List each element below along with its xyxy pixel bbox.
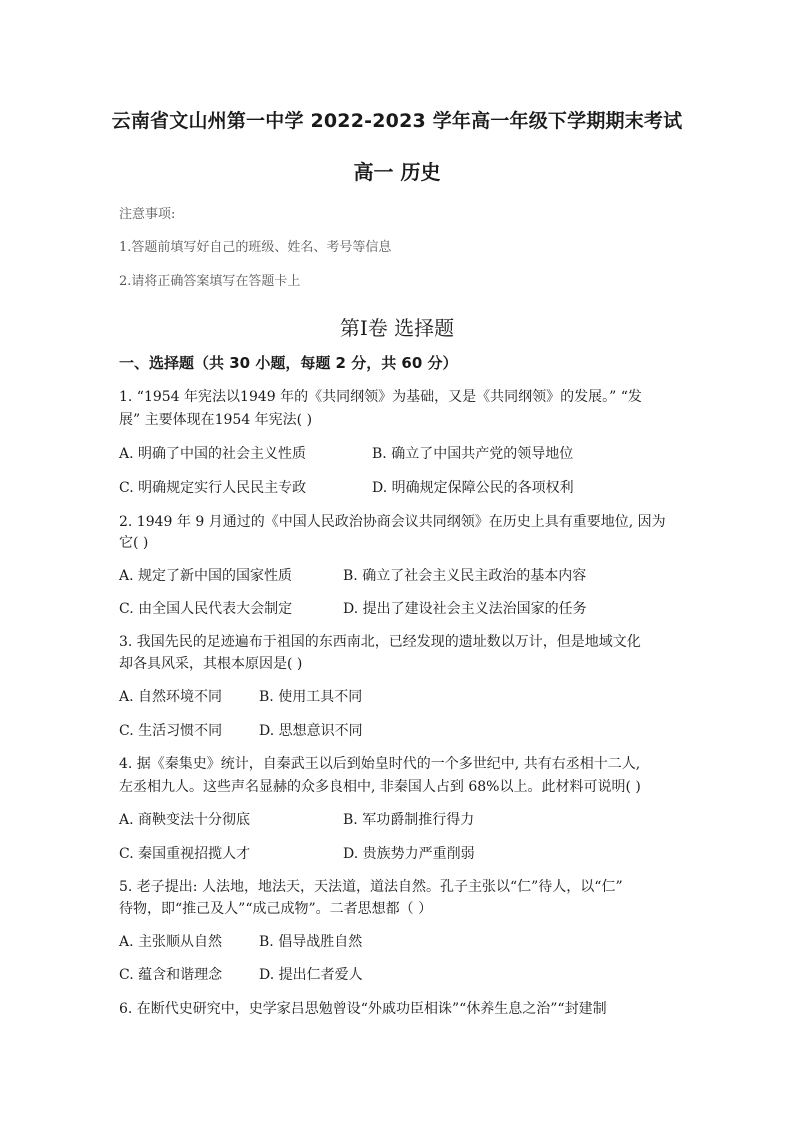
question-2-option-c: C. 由全国人民代表大会制定 [119, 601, 293, 617]
question-4-line-1: 4. 据《秦集史》统计，自秦武王以后到始皇时代的一个多世纪中, 共有右丞相十二人, [119, 756, 641, 772]
question-1-option-d: D. 明确规定保障公民的各项权利 [372, 480, 574, 496]
question-2-option-b: B. 确立了社会主义民主政治的基本内容 [343, 568, 587, 584]
subject-title: 高一 历史 [353, 160, 441, 184]
question-5-line-1: 5. 老子提出: 人法地，地法天，天法道，道法自然。孔子主张以“仁”待人，以“仁” [119, 879, 623, 895]
question-1-option-a: A. 明确了中国的社会主义性质 [119, 446, 307, 462]
question-1-line-2: 展” 主要体现在1954 年宪法( ) [119, 412, 313, 428]
question-6-line-1: 6. 在断代史研究中，史学家吕思勉曾设“外戚功臣相诛”“休养生息之治”“封建制 [119, 1001, 607, 1017]
question-5-option-c: C. 蕴含和谐理念 [119, 967, 223, 983]
question-3-option-c: C. 生活习惯不同 [119, 723, 223, 739]
question-5-option-a: A. 主张顺从自然 [119, 934, 223, 950]
note-item-2: 2.请将正确答案填写在答题卡上 [119, 274, 301, 289]
question-1-option-c: C. 明确规定实行人民民主专政 [119, 480, 307, 496]
question-3-option-d: D. 思想意识不同 [259, 723, 363, 739]
question-2-option-a: A. 规定了新中国的国家性质 [119, 568, 293, 584]
question-4-option-a: A. 商鞅变法十分彻底 [119, 812, 251, 828]
section-title: 第Ⅰ卷 选择题 [339, 316, 455, 340]
part-title: 一、选择题（共 30 小题，每题 2 分，共 60 分） [119, 354, 458, 372]
question-4-option-d: D. 贵族势力严重削弱 [343, 846, 475, 862]
question-3-line-2: 却各具风采，其根本原因是( ) [119, 656, 303, 672]
note-item-1: 1.答题前填写好自己的班级、姓名、考号等信息 [119, 240, 392, 255]
question-2-option-d: D. 提出了建设社会主义法治国家的任务 [343, 601, 587, 617]
question-5-line-2: 待物，即“推己及人”“成己成物”。二者思想都（ ） [119, 901, 433, 917]
question-4-option-c: C. 秦国重视招揽人才 [119, 846, 251, 862]
question-1-option-b: B. 确立了中国共产党的领导地位 [372, 446, 574, 462]
question-2-line-1: 2. 1949 年 9 月通过的《中国人民政治协商会议共同纲领》在历史上具有重要地位, 因为 [119, 514, 666, 530]
question-5-option-d: D. 提出仁者爱人 [259, 967, 363, 983]
question-1-line-1: 1. “1954 年宪法以1949 年的《共同纲领》为基础，又是《共同纲领》的发展。” “发 [119, 389, 642, 405]
question-2-line-2: 它( ) [119, 535, 149, 551]
question-3-line-1: 3. 我国先民的足迹遍布于祖国的东西南北，已经发现的遗址数以万计，但是地域文化 [119, 634, 641, 650]
question-3-option-b: B. 使用工具不同 [259, 689, 363, 705]
question-4-option-b: B. 军功爵制推行得力 [343, 812, 475, 828]
notes-heading: 注意事项: [119, 207, 176, 222]
question-5-option-b: B. 倡导战胜自然 [259, 934, 363, 950]
exam-title: 云南省文山州第一中学 2022-2023 学年高一年级下学期期末考试 [111, 110, 683, 132]
question-4-line-2: 左丞相九人。这些声名显赫的众多良相中, 非秦国人占到 68%以上。此材料可说明( ) [119, 779, 641, 795]
question-3-option-a: A. 自然环境不同 [119, 689, 223, 705]
